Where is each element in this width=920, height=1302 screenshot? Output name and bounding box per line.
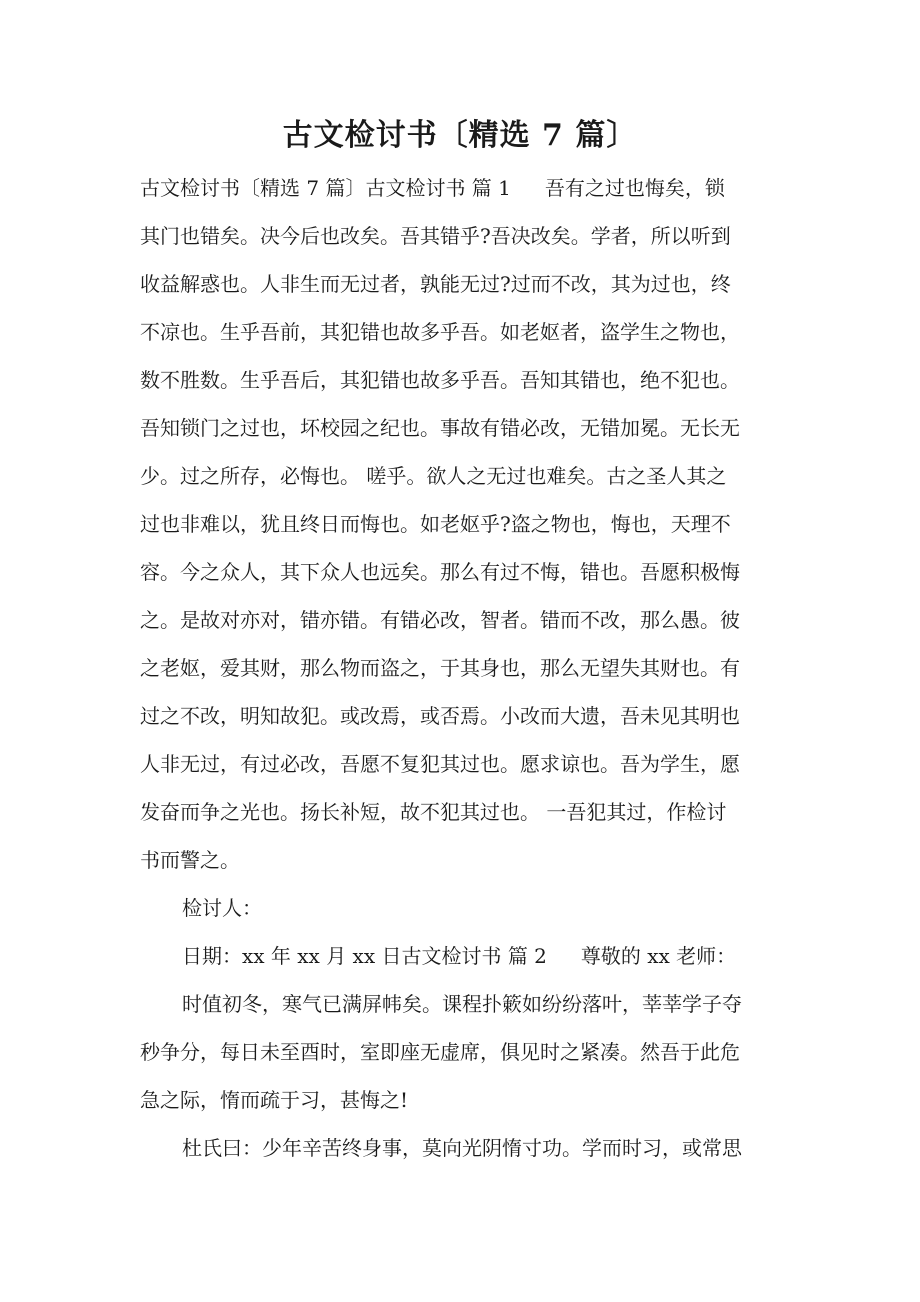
body-line: 数不胜数。生乎吾后，其犯错也故多乎吾。吾知其错也，绝不犯也。 bbox=[140, 368, 740, 392]
date-line: 日期：xx 年 xx 月 xx 日古文检讨书 篇 2 尊敬的 xx 老师： bbox=[182, 944, 737, 968]
body-line: 古文检讨书〔精选 7 篇〕古文检讨书 篇 1 吾有之过也悔矣，锁 bbox=[140, 176, 725, 200]
body-line: 其门也错矣。决今后也改矣。吾其错乎?吾决改矣。学者，所以听到 bbox=[140, 224, 731, 248]
body-line: 少。过之所存，必悔也。 嗟乎。欲人之无过也难矣。古之圣人其之 bbox=[140, 464, 727, 488]
body-line: 过之不改，明知故犯。或改焉，或否焉。小改而大遗，吾未见其明也 bbox=[140, 704, 740, 728]
body-line: 之老妪，爱其财，那么物而盗之，于其身也，那么无望失其财也。有 bbox=[140, 656, 740, 680]
body-line: 书而警之。 bbox=[140, 848, 240, 872]
body-line: 不凉也。生乎吾前，其犯错也故多乎吾。如老妪者，盗学生之物也， bbox=[140, 320, 740, 344]
body-line: 吾知锁门之过也，坏校园之纪也。事故有错必改，无错加冕。无长无 bbox=[140, 416, 740, 440]
body-line: 之。是故对亦对，错亦错。有错必改，智者。错而不改，那么愚。彼 bbox=[140, 608, 740, 632]
body-line: 人非无过，有过必改，吾愿不复犯其过也。愿求谅也。吾为学生，愿 bbox=[140, 752, 740, 776]
body-line: 容。今之众人，其下众人也远矣。那么有过不悔，错也。吾愿积极悔 bbox=[140, 560, 740, 584]
body-line: 杜氏曰：少年辛苦终身事，莫向光阴惰寸功。学而时习，或常思 bbox=[182, 1136, 742, 1160]
body-line: 急之际，惰而疏于习，甚悔之! bbox=[140, 1088, 409, 1112]
body-line: 过也非难以，犹且终日而悔也。如老妪乎?盗之物也，悔也，天理不 bbox=[140, 512, 731, 536]
body-line: 收益解惑也。人非生而无过者，孰能无过?过而不改，其为过也，终 bbox=[140, 272, 731, 296]
reviewer-line: 检讨人： bbox=[182, 896, 262, 920]
body-line: 时值初冬，寒气已满屏帏矣。课程扑簌如纷纷落叶，莘莘学子夺 bbox=[182, 992, 742, 1016]
body-line: 发奋而争之光也。扬长补短，故不犯其过也。 一吾犯其过，作检讨 bbox=[140, 800, 727, 824]
body-line: 秒争分，每日未至酉时，室即座无虚席，俱见时之紧凑。然吾于此危 bbox=[140, 1040, 740, 1064]
document-title: 古文检讨书〔精选 7 篇〕 bbox=[282, 118, 638, 153]
document-body bbox=[140, 164, 790, 1172]
